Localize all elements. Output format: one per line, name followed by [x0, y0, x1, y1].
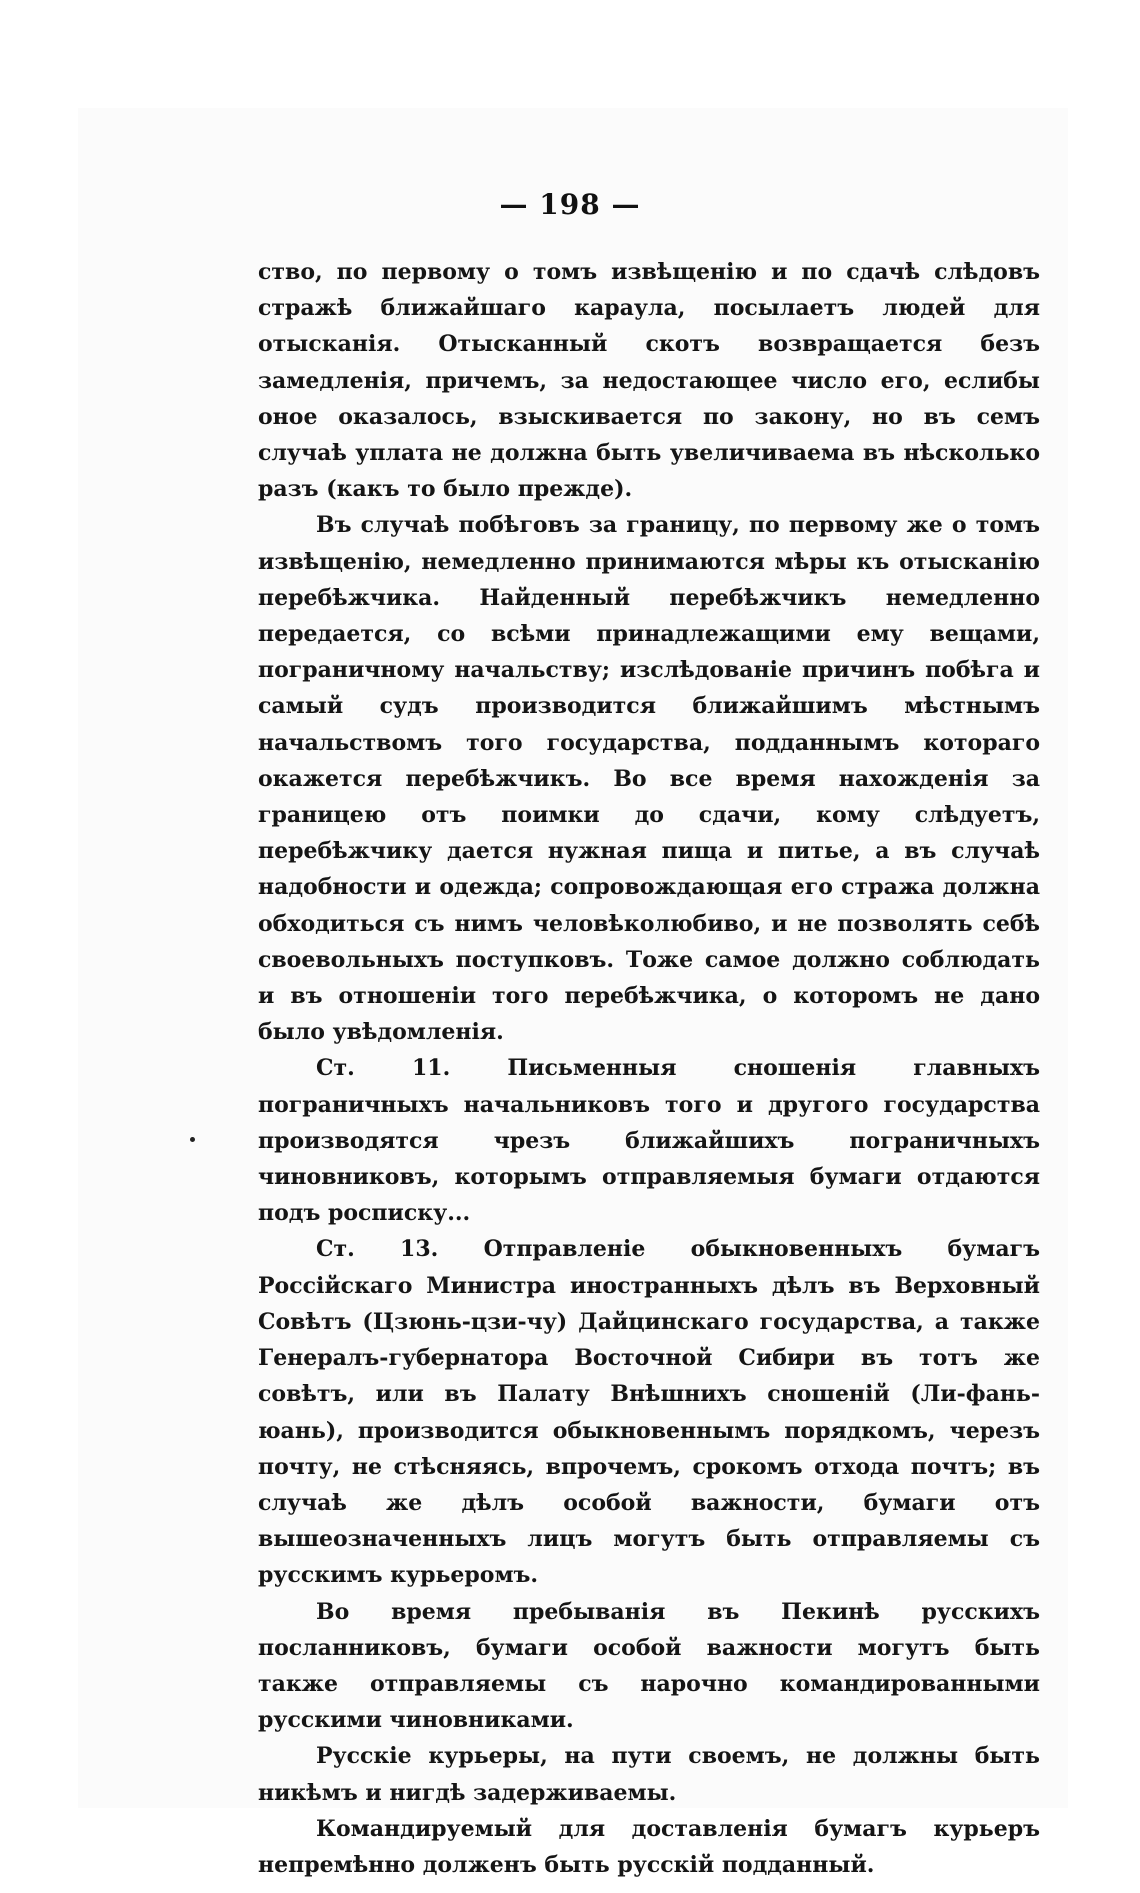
paragraph-courier-subject: Командируемый для доставленія бумагъ курьеръ непремѣнно долженъ быть русскій подданный. — [258, 1815, 1040, 1878]
margin-dot — [190, 1137, 195, 1142]
paragraph-article-13: Ст. 13. Отправленіе обыкновенныхъ бумагъ Россійскаго Министра иностранныхъ дѣлъ въ Верховный Совѣтъ (Цзюнь-цзи-чу) Дайцинскаго государства, а также Генералъ-губернатора Восточной Сибири въ тотъ же совѣтъ, или въ Палату Внѣшнихъ сношеній (Ли-фань-юань), производится обыкновеннымъ порядкомъ, черезъ почту, не стѣсняясь, впрочемъ, срокомъ отхода почтъ; въ случаѣ же дѣлъ особой важности, бумаги отъ вышеозначенныхъ лицъ могутъ быть отправляемы съ русскимъ курьеромъ. — [258, 1236, 1040, 1589]
paragraph-couriers: Русскіе курьеры, на пути своемъ, не должны быть никѣмъ и нигдѣ задерживаемы. — [258, 1743, 1040, 1806]
paragraph-envoys: Во время пребыванія въ Пекинѣ русскихъ посланниковъ, бумаги особой важности могутъ быть также отправляемы съ нарочно командированными русскими чиновниками. — [258, 1598, 1040, 1734]
page-number: — 198 — — [499, 188, 641, 221]
paragraph-continuation: ство, по первому о томъ извѣщенію и по сдачѣ слѣдовъ стражѣ ближайшаго караула, посылаетъ людей для отысканія. Отысканный скотъ возвращается безъ замедленія, причемъ, за недостающее число его, еслибы оное оказалось, взыскивается по закону, но въ семъ случаѣ уплата не должна быть увеличиваема въ нѣсколько разъ (какъ то было прежде). — [258, 259, 1040, 503]
body-text — [258, 254, 1040, 1883]
paragraph-article-11: Ст. 11. Письменныя сношенія главныхъ пограничныхъ начальниковъ того и другого государства производятся чрезъ ближайшихъ пограничныхъ чиновниковъ, которымъ отправляемыя бумаги отдаются подъ росписку... — [258, 1055, 1040, 1227]
paragraph-escapees: Въ случаѣ побѣговъ за границу, по первому же о томъ извѣщенію, немедленно принимаются мѣры къ отысканію перебѣжчика. Найденный перебѣжчикъ немедленно передается, со всѣми принадлежащими ему вещами, пограничному начальству; изслѣдованіе причинъ побѣга и самый судъ производится ближайшимъ мѣстнымъ начальствомъ того государства, подданнымъ котораго окажется перебѣжчикъ. Во все время нахожденія за границею отъ поимки до сдачи, кому слѣдуетъ, перебѣжчику дается нужная пища и питье, а въ случаѣ надобности и одежда; сопровождающая его стража должна обходиться съ нимъ человѣколюбиво, и не позволять себѣ своевольныхъ поступковъ. Тоже самое должно соблюдать и въ отношеніи того перебѣжчика, о которомъ не дано было увѣдомленія. — [258, 512, 1040, 1046]
